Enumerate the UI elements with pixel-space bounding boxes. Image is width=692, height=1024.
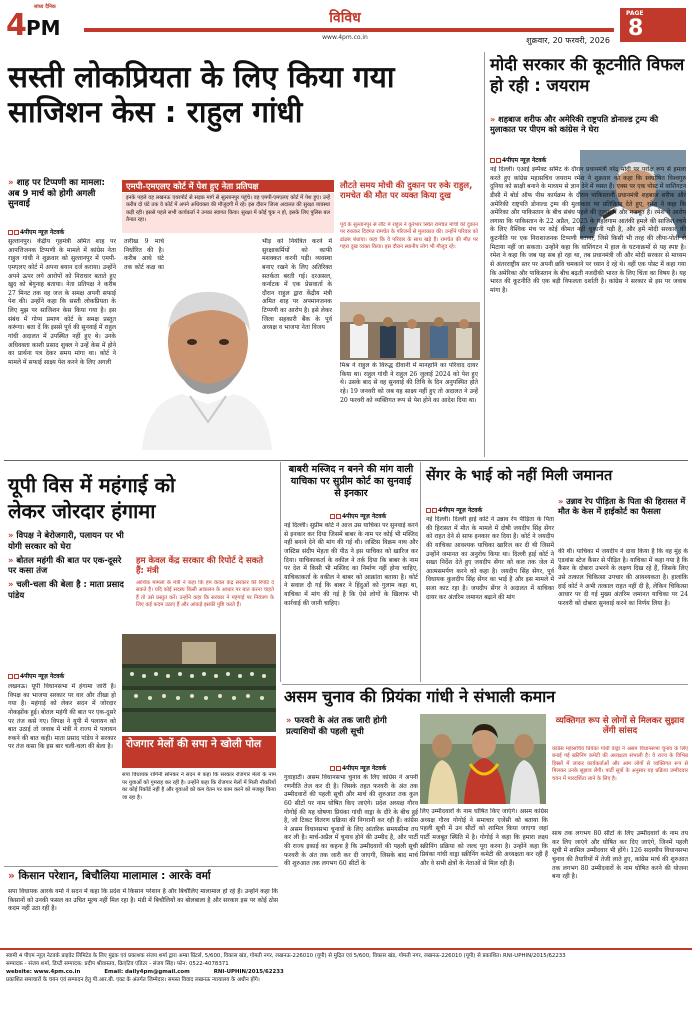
lead-caption-text: पूर्व के सुल्तानपुर से लौट में राहुल ने कूरेभार स्थित रामचेत मोची की दुकान पर रुककर दिवंगत रामचेत के परिजनों से मुलाकात की। उन्होंने परिवार को ढांढस बंधाया। कहा कि वे परिवार के साथ खड़े हैं। रामचेत की मौत पर गहरा दुख व्यक्त किया। इस दौरान स्थानीय लोग भी मौजूद रहे। [340, 222, 478, 251]
divider [4, 460, 688, 461]
up-box-headline: हम केवल केंद्र सरकार की रिपोर्ट दे सकते हैं: मंत्री [136, 556, 264, 577]
lead-box [122, 180, 334, 192]
up-mela-headline: रोजगार मेलों की सपा ने खोली पोल [126, 738, 262, 750]
website-label: www.4pm.co.in [322, 34, 368, 41]
lead-sub-1-text: शाह पर टिप्पणी का मामला: अब 9 मार्च को होगी अगली सुनवाई [8, 178, 105, 210]
up-bullet-1: » विपक्ष ने बेरोजगारी, पलायन पर भी योगी सरकार को घेरा [8, 530, 124, 551]
divider [282, 684, 688, 685]
footer-line-1: स्वामी 4 पीएम न्यूज़ नेटवर्क प्राइवेट लिमिटेड के लिए मुद्रक एवं प्रकाशक संजय शर्मा द्वारा अम्बा प्रिंटर्स, 5/600, विकास खंड, गोमती नगर, लखनऊ-226010 (यूपी) से मुद्रित एवं 5/600, विकास खंड, गोमती नगर, लखनऊ-226010 (यूपी) से प्रकाशित। RNI-UPHIN/2015/62233 [6, 953, 566, 959]
lead-body-mid2: भीड़ को नियंत्रित करने में सुरक्षाकर्मियों को काफी मशक्कत करनी पड़ी। व्यवस्था बनाए रखने के लिए अतिरिक्त सतर्कता बरती गई। दरअसल, कर्नाटक में एक प्रेसवार्ता के दौरान राहुल द्वारा केंद्रीय मंत्री अमित शाह पर अपमानजनक टिप्पणी का आरोप है। इसे लेकर जिला सहकारी बैंक के पूर्व अध्यक्ष व भाजपा नेता विजय [262, 238, 332, 332]
up-box-text: आर्थिक मामलों के मंत्री ने कहा कि हम केवल केंद्र सरकार की रिपोर्ट दे सकते हैं। यदि कोई सदस्य किसी आकलन के आधार पर बात करना चाहते हैं तो उसे प्रस्तुत करें। उन्होंने कहा कि सरकार ने महंगाई पर नियंत्रण के लिए कई कदम उठाए हैं और आंकड़े इसकी पुष्टि करते हैं। [136, 580, 274, 609]
logo [6, 4, 76, 43]
up-mela-text: सपा विधायक रागिनी सोनकर ने सदन में कहा कि सरकार रोजगार मेलों के नाम पर युवाओं को गुमराह कर रही है। उन्होंने कहा कि रोजगार मेलों में मिली नौकरियों का कोई रिकॉर्ड नहीं है और युवाओं को कम वेतन पर काम करने को मजबूर किया जा रहा है। [122, 772, 276, 801]
divider [4, 866, 278, 867]
footer-email: Email: daily4pm@gmail.com [104, 969, 190, 976]
sengar-sub: » उन्नाव रेप पीड़िता के पिता की हिरासत में मौत के केस में हाईकोर्ट का फैसला [558, 496, 686, 517]
lead-headline: सस्ती लोकप्रियता के लिए किया गया साजिशन केस : राहुल गांधी [8, 60, 395, 130]
footer-rule [0, 948, 692, 950]
jairam-headline: मोदी सरकार की कूटनीति विफल हो रही : जयराम [490, 55, 685, 96]
babri-body: नई दिल्ली। सुप्रीम कोर्ट ने आज उस याचिका पर सुनवाई करने से इनकार कर दिया जिसमें बाबर के नाम पर कोई भी मस्जिद नहीं बनाने देने की मांग की गई थी। जस्टिस विक्रम नाथ और जस्टिस संदीप मेहता की पीठ ने इस याचिका को खारिज कर दिया। याचिकाकर्ता के वकील ने तर्क दिया कि बाबर के नाम पर देश में किसी भी मस्जिद का निर्माण नहीं होना चाहिए, याचिकाकर्ता के वकील ने बाबर को आक्रांता बताया है। कोर्ट ने सवाल दी गई कि बाबर ने हिंदुओं को गुलाम कहा था, याचिका में मांग की गई है कि ऐसे लोगों के खिलाफ भी कार्रवाई की जानी चाहिए। [284, 522, 418, 607]
page-num: 8 [628, 16, 644, 41]
lead-body-mid: तारीख 9 मार्च निर्धारित की है। करीब आधे घंटे तक कोर्ट कक्ष का [124, 238, 164, 271]
assam-box-text: कांग्रेस महासचिव प्रियंका गांधी वाड्रा ने असम विधानसभा चुनाव के लिए बनाई गई स्क्रीनिंग कमेटी की अध्यक्षता संभाली है। वे राज्य के विभिन्न हिस्सों में जाकर कार्यकर्ताओं और आम लोगों से व्यक्तिगत रूप से मिलकर उनके सुझाव लेंगी। पार्टी सूत्रों के अनुसार यह प्रक्रिया उम्मीदवार चयन में पारदर्शिता लाने के लिए है। [552, 746, 688, 782]
divider [420, 462, 421, 682]
sengar-headline: सेंगर के भाई को नहीं मिली जमानत [426, 468, 613, 484]
up-bullet-3: » चली-चला की बेला है : माता प्रसाद पांडेय [8, 579, 124, 600]
assam-body-right: साथ तक लगभग 80 सीटों के लिए उम्मीदवारों के नाम तय कर लिए जाएंगे और घोषित कर दिए जाएंगे, जिनमें पहली सूची में शामिल उम्मीदवार भी होंगे। 126 सदस्यीय विधानसभा चुनाव की तैयारियों में तेजी लाते हुए, कांग्रेस मार्च की शुरुआत तक लगभग 80 उम्मीदवारों के नाम घोषित करने की योजना बना रही है। [552, 830, 688, 881]
assam-headline: असम चुनाव की प्रियंका गांधी ने संभाली कमान [284, 687, 556, 706]
jairam-body: नई दिल्ली। एआई इम्पैक्ट समिट के दौरान प्रधानमंत्री नरेंद्र मोदी पर परोक्ष रूप से हमला करते हुए कांग्रेस महासचिव जयराम रमेश ने शुक्रवार को कहा कि स्वघोषित विश्वगुरु दुनिया को साक्षी बनाने के माध्यम से ज्ञान देने में व्यस्त हैं। एक्स पर एक पोस्ट में वाशिंगटन डीसी में बोर्ड ऑफ पीस कार्यक्रम के दौरान पाकिस्तानी प्रधानमंत्री शहबाज शरीफ और अमेरिकी राष्ट्रपति डोनाल्ड ट्रम्प की मुलाकात पर प्रतिक्रिया देते हुए, रमेश ने कहा कि अमेरिका और पाकिस्तान के बीच संबंध पहले की तुलना में और मजबूत हैं। रमेश ने आरोप लगाया कि पाकिस्तान के 22 अप्रैल, 2025 के पहलगाम आतंकी हमले की साजिश रचने के लिए वैश्विक मंच पर कोई कीमत नहीं चुकानी पड़ी है, और हमें मोदी सरकार की कूटनीति पर एक निराशाजनक टिप्पणी बताया, जिसे किसी भी तरह की लीपा-पोती से मिटाया नहीं जा सकता। उन्होंने कहा कि वाशिंगटन में हाल के घटनाक्रमों से यह स्पष्ट है। रमेश ने कहा कि जब यह सब हो रहा था, तब प्रधानमंत्री जी और मोदी सरकार से माध्यम से अंतरराष्ट्रीय स्तर पर अपनी छवि चमकाने पर ध्यान दे रहे थे। वहीं एक पोस्ट में कहा गया कि अमेरिका और पाकिस्तान के बीच बढ़ती नजदीकी भारत के लिए चिंता का विषय है। यह भारत की कूटनीति की एक बड़ी विफलता दर्शाती है। कांग्रेस ने सरकार से इस पर जवाब मांगा है। [490, 166, 686, 294]
jairam-sub-text: शहबाज शरीफ और अमेरिकी राष्ट्रपति डोनाल्ड ट्रम्प की मुलाकात पर पीएम को कांग्रेस ने घेरा [490, 114, 659, 135]
masthead-rule [84, 28, 614, 32]
up-mela-box [122, 736, 276, 768]
jairam-sub: » शहबाज शरीफ और अमेरिकी राष्ट्रपति डोनाल्ड ट्रम्प की मुलाकात पर पीएम को कांग्रेस ने घेरा [490, 114, 659, 135]
kisan-headline-text: किसान परेशान, बिचौलिया मालामाल : आरके वर्मा [18, 870, 211, 882]
footer-line-2: सम्पादक - संजय शर्मा, डिप्टी सम्पादक: प्रदीप श्रीवास्तव, क्रिएटिव एडिटर - संजय सिंह। फोन: 0522-4078371 [6, 961, 229, 968]
up-bullets [8, 530, 130, 601]
footer [6, 952, 686, 1020]
page-label: PAGE [626, 10, 644, 17]
assam-sub-text: फरवरी के अंत तक जारी होगी प्रत्याशियों की पहली सूची [286, 716, 387, 737]
sengar-body: नई दिल्ली। दिल्ली हाई कोर्ट ने उन्नाव रेप पीड़िता के पिता की हिरासत में मौत के मामले में दोषी जयदीप सिंह सेंगर को राहत देने से साफ इनकार कर दिया है। कोर्ट ने जयदीप की याचिका आवश्यक याचिका खारिज कर दी थी जिसमें उन्होंने जमानत का अनुरोध किया था। दिल्ली हाई कोर्ट ने सख्त निर्देश देते हुए जयदीप सेंगर को कल तक जेल में आत्मसमर्पण करने को कहा है। जयदीप सिंह सेंगर, पूर्व विधायक कुलदीप सिंह सेंगर का भाई है और इस मामले में सजा काट रहा है। जयदीप सेंगर ने अदालत में याचिका दायर कर अंतरिम जमानत बढ़ाने की मांग [426, 516, 554, 601]
lead-sub-1: » शाह पर टिप्पणी का मामला: अब 9 मार्च को होगी अगली सुनवाई [8, 178, 105, 210]
kisan-body: सपा विधायक आरके वर्मा ने सदन में कहा कि प्रदेश में किसान परेशान है और बिचौलिए मालामाल हो रहे हैं। उन्होंने कहा कि किसानों को उनकी फसल का उचित मूल्य नहीं मिल रहा है। मंडी में बिचौलियों का बोलबाला है और सरकार इस पर कोई ठोस कदम नहीं उठा रही है। [8, 888, 278, 913]
up-headline: यूपी विस में महंगाई को लेकर जोरदार हंगामा [8, 473, 176, 523]
lead-box-headline: एमपी-एमएलए कोर्ट में पेश हुए नेता प्रतिपक्ष [126, 181, 259, 191]
babri-byline: 4पीएम न्यूज़ नेटवर्क [330, 512, 386, 520]
priyanka-gandhi-photo [420, 714, 546, 804]
assembly-photo [122, 634, 276, 732]
footer-website: website: www.4pm.co.in [6, 969, 81, 976]
masthead [0, 0, 692, 48]
lead-body-right: मिश्र ने राहुल के विरुद्ध दीवानी में मानहानि का परिवाद दायर किया था। राहुल गांधी ने राहुल 26 जुलाई 2024 को पेश हुए थे। उसके बाद से वह सुनवाई की तिथि के दिन अनुपस्थित होते रहे। 19 जनवरी को जब यह साक्ष्य नहीं हुए तो अदालत ने उन्हें 20 फरवरी को व्यक्तिगत रूप से पेश होने का आदेश दिया था। [340, 362, 478, 404]
assam-sub: » फरवरी के अंत तक जारी होगी प्रत्याशियों की पहली सूची [286, 716, 387, 737]
sengar-sub-text: उन्नाव रेप पीड़िता के पिता की हिरासत में मौत के केस में हाईकोर्ट का फैसला [558, 496, 686, 517]
jairam-byline: 4पीएम न्यूज़ नेटवर्क [490, 156, 546, 164]
logo-num: 4 [6, 8, 27, 43]
footer-rni: RNI-UPHIN/2015/62233 [213, 969, 284, 976]
up-bullet-2: » बोतल महंगी की बात पर एक-दूसरे पर कसा तंज [8, 554, 122, 576]
logo-text: PM [26, 16, 61, 40]
rahul-gandhi-photo [122, 272, 272, 450]
babri-headline: बाबरी मस्जिद न बनने की मांग वाली याचिका पर सुप्रीम कोर्ट का सुनवाई से इनकार [288, 464, 414, 499]
divider [484, 52, 485, 457]
issue-date: शुक्रवार, 20 फरवरी, 2026 [526, 36, 610, 45]
assam-byline: 4पीएम न्यूज़ नेटवर्क [330, 764, 386, 772]
section-name: विविध [329, 10, 361, 26]
assam-body: गुवाहाटी। असम विधानसभा चुनाव के लिए कांग्रेस ने अपनी रणनीति तेज कर दी है। जिसके तहत फरवरी के अंत तक उम्मीदवारों की पहली सूची और मार्च की शुरुआत तक कुल 60 सीटों पर नाम घोषित किए जाएंगे। प्रदेश अध्यक्ष गौरव गोगोई की यह घोषणा प्रियंका गांधी वाड्रा के दौरे के बीच हुई है, जो टिकट वितरण प्रक्रिया की निगरानी कर रही हैं। कांग्रेस ने असम विधानसभा चुनावों के लिए आंतरिक समयसीमा तय कर ली है। मार्च-अप्रैल में चुनाव होने की उम्मीद है, और पार्टी की राज्य इकाई का कहना है कि उम्मीदवारों की पहली सूची फरवरी के अंत तक जारी कर दी जाएगी, जिसके बाद मार्च की शुरुआत तक लगभग 60 सीटों के [284, 774, 418, 868]
lead-byline: 4पीएम न्यूज़ नेटवर्क [8, 228, 64, 236]
sengar-byline: 4पीएम न्यूज़ नेटवर्क [426, 506, 482, 514]
assam-box-headline: व्यक्तिगत रूप से लोगों से मिलकर सुझाव लेंगी सांसद [555, 716, 685, 737]
cobbler-shop-photo [340, 302, 480, 360]
sengar-body-2: की थी। याचिका में जयदीप ने दावा किया है कि वह मुंह के एडवांस स्टेज कैंसर से पीड़ित है। याचिका में कहा गया है कि कैंसर के दोबारा उभरने के लक्षण दिख रहे हैं, जिसके लिए उसे तत्काल चिकित्सा उपचार की आवश्यकता है। हालांकि हाई कोर्ट ने अभी तत्काल राहत नहीं दी है, लेकिन चिकित्सा आधार पर दी गई मुख्य अंतरिम जमानत याचिका पर 24 फरवरी को दोबारा सुनवाई करने का निर्णय लिया है। [558, 548, 688, 607]
logo-small: सांध्य दैनिक [34, 4, 56, 10]
page-number-box [620, 8, 686, 42]
up-byline: 4पीएम न्यूज़ नेटवर्क [8, 672, 64, 680]
divider [280, 462, 281, 682]
footer-note: प्रकाशित समाचारों के चयन एवं सम्पादन हेतु पी.आर.बी. एक्ट के अंतर्गत जिम्मेदार। समस्त विवाद लखनऊ न्यायालय के अधीन होंगे। [6, 977, 260, 984]
kisan-headline: » किसान परेशान, बिचौलिया मालामाल : आरके वर्मा [8, 870, 211, 882]
lead-caption-right: लौटते समय मोची की दुकान पर रुके राहुल, रामचेत की मौत पर व्यक्त किया दुख [340, 180, 473, 201]
lead-box-text: इनके पहले वह लखनऊ एयरपोर्ट से सड़क मार्ग से सुल्तानपुर पहुंचे। वह एमपी-एमएलए कोर्ट में पेश हुए। उन्हें करीब दो घंटे तक वे कोर्ट में अपने अधिवक्ता की मौजूदगी में रहे। इस दौरान जिला अदालत की सुरक्षा व्यवस्था कड़ी रही। इससे पहले सभी कार्यकर्ता ने उनका स्वागत किया। सुरक्षा में कोई चूक न हो, इसके लिए पुलिस बल तैनात रहा। [122, 193, 334, 233]
up-body: लखनऊ। यूपी विधानसभा में हंगामा जारी है। विपक्ष का भाजपा सरकार पर वार और तीखा हो गया है। महंगाई को लेकर सदन में जोरदार नोकझोंक हुई। बोतल महंगी की बात पर एक-दूसरे पर तंज कसे गए। विपक्ष ने यूपी में पलायन को बात उठाई तो जवाब में मंत्री ने राज्य में पलायन रुकने की बात कही। माता प्रसाद पांडेय ने सरकार पर तंज कसा कि इस बार चली-चला की बेला है। [8, 683, 116, 751]
footer-contacts [6, 968, 686, 976]
assam-body-mid: लिए उम्मीदवारों के नाम घोषित किए जाएंगे। असम कांग्रेस अध्यक्ष गौरव गोगोई ने समाचार एजेंसी को बताया कि पहली सूची में उन सीटों को शामिल किया जाएगा जहां पार्टी मजबूत स्थिति में है। गोगोई ने कहा कि हमारा लक्ष्य स्क्रीनिंग प्रक्रिया को जल्द पूरा करना है। उन्होंने कहा कि प्रियंका गांधी वाड्रा स्क्रीनिंग कमेटी की अध्यक्षता कर रही हैं और वे सभी क्षेत्रों के नेताओं से मिल रही हैं। [420, 808, 548, 867]
lead-body-left: सुल्तानपुर। केंद्रीय गृहमंत्री अमित शाह पर आपत्तिजनक टिप्पणी के मामले में कांग्रेस नेता राहुल गांधी ने शुक्रवार को सुल्तानपुर में एमपी-एमएलए कोर्ट में अपना बयान दर्ज कराया। उन्होंने अपने ऊपर लगे आरोपों को निराधार बताते हुए खुद को बेगुनाह बताया। नेता प्रतिपक्ष ने करीब 27 मिनट तक वह जज के समक्ष अपनी सफाई पेश की। उन्होंने कहा कि सस्ती लोकप्रियता के लिए मुझ पर साजिशन केस किया गया है। इस संबंध में गोप्य प्रमाण कोर्ट के समक्ष प्रस्तुत करूंगा। बता दें कि इससे पूर्व की सुनवाई में राहुल गांधी अदालत में उपस्थित नहीं हुए थे। उनके अधिवक्ता काशी प्रसाद शुक्ल ने उन्हें केस में होने का प्रार्थना पत्र देकर समय मांगा था। कोर्ट ने मामले में सफाई साक्ष्य पेश करने के लिए अगली [8, 238, 116, 366]
